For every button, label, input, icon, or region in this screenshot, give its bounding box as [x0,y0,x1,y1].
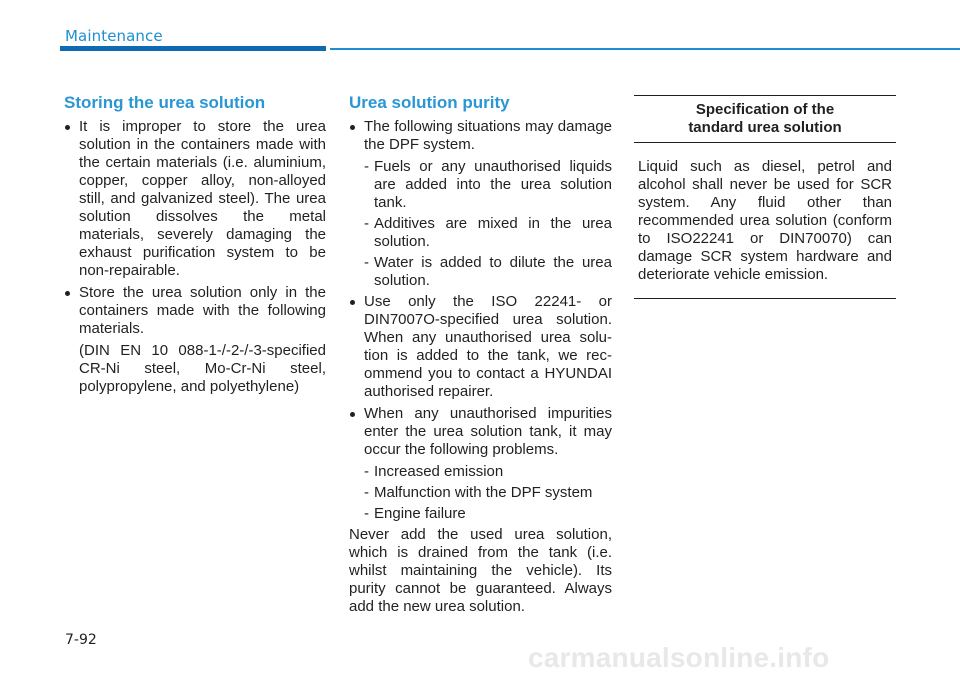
situation-item [349,158,612,212]
header-rule-thick [60,46,326,51]
purity-bullet-3: When any unauthorised impurities enter the urea solution tank, it may occur the following problems. [349,405,612,459]
situation-text: Additives are mixed in the urea solution. [374,215,612,250]
dash-mark: - [364,484,369,501]
dash-mark: - [364,463,369,480]
problem-item [349,505,612,523]
watermark: carmanualsonline.info [528,642,830,673]
specification-title [634,96,896,143]
page-number: 7-92 [65,632,97,648]
specification-body: Liquid such as diesel, petrol and alcohol shall never be used for SCR system. Any fluid other than recommended urea solution (conform to ISO22241 or DIN70070) can damage SCR system hardware and deteriorate vehicle emission. [634,143,896,299]
problem-item [349,484,612,502]
purity-closing-paragraph: Never add the used urea solution, which is drained from the tank (i.e. whilst maintaining the vehicle). Its purity cannot be guaranteed. Always add the new urea solution. [349,526,612,615]
problem-item [349,463,612,481]
specification-box [634,95,896,299]
purity-bullet-1: The following situations may damage the DPF system. [349,118,612,154]
purity-bullet-2: Use only the ISO 22241- or DIN7007O-specified urea solution. When any unauthorised urea solution is added to the tank, we recommend you to contact a HYUNDAI authorised repairer. [349,293,612,401]
situation-text: Water is added to dilute the urea solution. [374,254,612,289]
problem-text: Malfunction with the DPF system [374,484,593,501]
dash-mark: - [364,215,369,232]
storing-bullet-2: Store the urea solution only in the containers made with the following materials. [64,284,326,338]
problem-text: Increased emission [374,463,504,480]
storing-column [64,93,326,400]
purity-heading: Urea solution purity [349,93,510,112]
dash-mark: - [364,158,369,175]
section-title: Maintenance [65,27,163,45]
header-rule-thin [330,48,960,50]
problem-text: Engine failure [374,505,466,522]
dash-mark: - [364,505,369,522]
situation-text: Fuels or any unauthorised liquids are added into the urea solution tank. [374,158,612,211]
situation-item [349,254,612,290]
storing-heading: Storing the urea solution [64,93,266,112]
dash-mark: - [364,254,369,271]
specification-title-line-2: tandard urea solution [688,119,842,136]
storing-bullet-1: It is improper to store the urea solution in the containers made with the certain materials (i.e. aluminium, copper, copper alloy, non-alloyed still, and galvanized steel). The urea solution dissolves the metal materials, severely damaging the exhaust purification system to be non-repairable. [64,118,326,280]
specification-title-line-1: Specification of the [695,101,835,118]
purity-column [349,93,612,616]
storing-materials-note: (DIN EN 10 088-1-/-2-/-3-specified CR-Ni steel, Mo-Cr-Ni steel, polypropylene, and polyethylene) [79,342,326,395]
situation-item [349,215,612,251]
